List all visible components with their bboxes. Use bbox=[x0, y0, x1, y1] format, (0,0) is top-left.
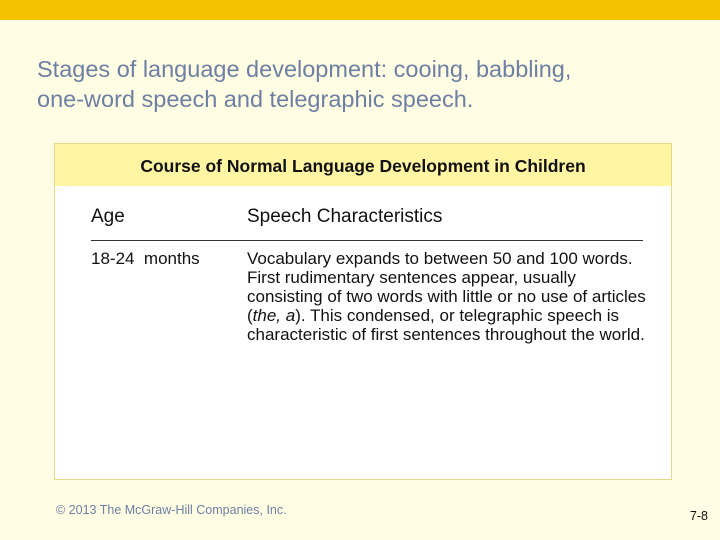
page-number: 7-8 bbox=[689, 509, 708, 523]
table-row-speech-characteristics bbox=[247, 249, 652, 344]
slide-title-line-2: one-word speech and telegraphic speech. bbox=[37, 86, 474, 112]
table-heading: Course of Normal Language Development in Children bbox=[55, 144, 671, 186]
copyright-notice: © 2013 The McGraw-Hill Companies, Inc. bbox=[56, 503, 287, 517]
top-accent-bar bbox=[0, 0, 720, 20]
header-divider bbox=[91, 240, 643, 241]
speech-text-after: ). This condensed, or telegraphic speech is characteristic of first sentences throughout the world. bbox=[247, 306, 645, 344]
column-header-age: Age bbox=[91, 206, 125, 227]
slide-title-line-1: Stages of language development: cooing, babbling, bbox=[37, 56, 572, 82]
slide-title bbox=[37, 54, 697, 114]
language-development-table bbox=[54, 143, 672, 480]
column-header-speech-characteristics: Speech Characteristics bbox=[247, 206, 443, 227]
speech-text-before: Vocabulary expands to between 50 and 100 words. First rudimentary sentences appear, usually consisting of two words with little or no use of articles ( bbox=[247, 249, 646, 325]
table-row-age: 18-24 months bbox=[91, 249, 200, 268]
speech-text-articles: the, a bbox=[252, 306, 296, 325]
